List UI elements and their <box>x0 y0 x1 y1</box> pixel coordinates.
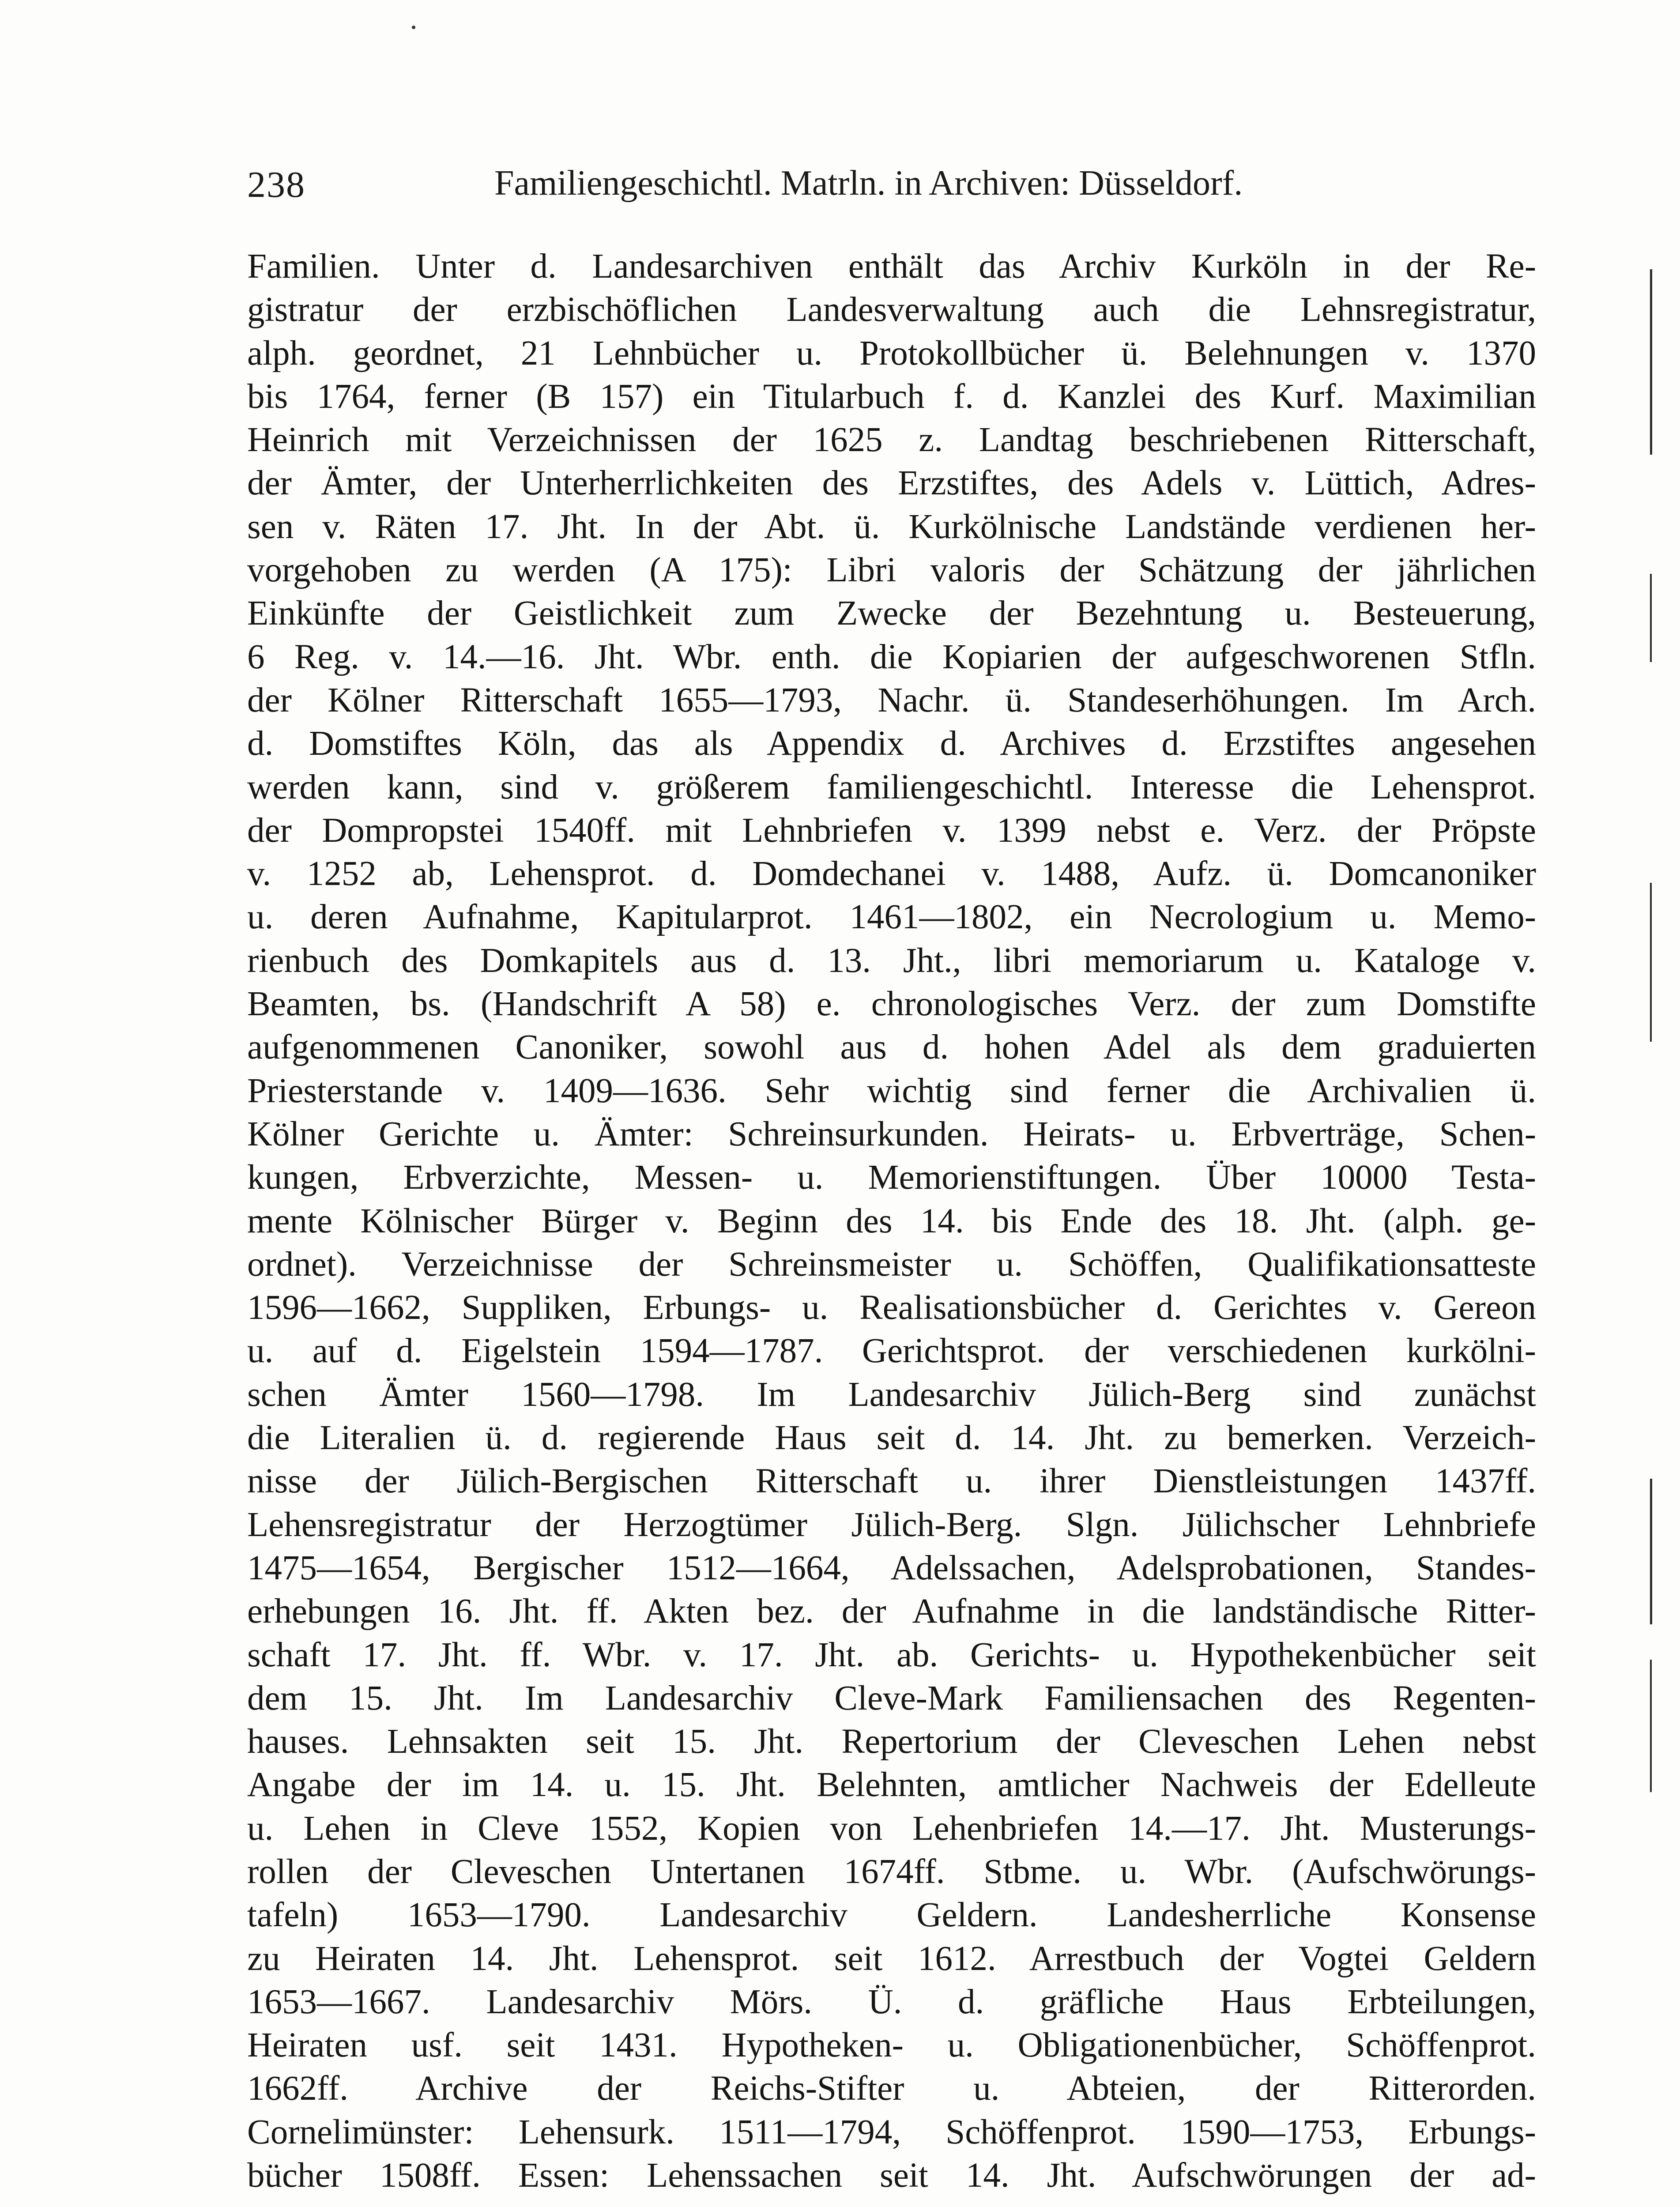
text-line: gistratur der erzbischöflichen Landesverwaltung auch die Lehnsregistratur, <box>247 290 1536 329</box>
text-line: 1475—1654, Bergischer 1512—1664, Adelssachen, Adelsprobationen, Standes- <box>247 1548 1536 1587</box>
text-line: rienbuch des Domkapitels aus d. 13. Jht., libri memoriarum u. Kataloge v. <box>247 941 1536 980</box>
text-line: schen Ämter 1560—1798. Im Landesarchiv Jülich-Berg sind zunächst <box>247 1375 1536 1414</box>
text-line: Cornelimünster: Lehensurk. 1511—1794, Schöffenprot. 1590—1753, Erbungs- <box>247 2113 1536 2151</box>
margin-scan-line <box>1650 1479 1652 1624</box>
body-text <box>247 245 1536 2197</box>
text-line: zu Heiraten 14. Jht. Lehensprot. seit 1612. Arrestbuch der Vogtei Geldern <box>247 1939 1536 1978</box>
text-line: tafeln) 1653—1790. Landesarchiv Geldern. Landesherrliche Konsense <box>247 1896 1536 1935</box>
text-line: Angabe der im 14. u. 15. Jht. Belehnten, amtlicher Nachweis der Edelleute <box>247 1766 1536 1804</box>
text-line: u. deren Aufnahme, Kapitularprot. 1461—1802, ein Necrologium u. Memo- <box>247 898 1536 937</box>
text-line: 1596—1662, Suppliken, Erbungs- u. Realisationsbücher d. Gerichtes v. Gereon <box>247 1288 1536 1327</box>
text-line: mente Kölnischer Bürger v. Beginn des 14. bis Ende des 18. Jht. (alph. ge- <box>247 1201 1536 1240</box>
text-line: ordnet). Verzeichnisse der Schreinsmeister u. Schöffen, Qualifikationsatteste <box>247 1245 1536 1284</box>
text-line: Heiraten usf. seit 1431. Hypotheken- u. Obligationenbücher, Schöffenprot. <box>247 2026 1536 2065</box>
text-line: der Ämter, der Unterherrlichkeiten des Erzstiftes, des Adels v. Lüttich, Adres- <box>247 464 1536 503</box>
text-line: Familien. Unter d. Landesarchiven enthält das Archiv Kurköln in der Re- <box>247 247 1536 286</box>
text-line: v. 1252 ab, Lehensprot. d. Domdechanei v. 1488, Aufz. ü. Domcanoniker <box>247 855 1536 893</box>
text-line: 1653—1667. Landesarchiv Mörs. Ü. d. gräfliche Haus Erbteilungen, <box>247 1982 1536 2021</box>
text-line: aufgenommenen Canoniker, sowohl aus d. hohen Adel als dem graduierten <box>247 1028 1536 1067</box>
text-line: schaft 17. Jht. ff. Wbr. v. 17. Jht. ab. Gerichts- u. Hypothekenbücher seit <box>247 1635 1536 1674</box>
text-line: d. Domstiftes Köln, das als Appendix d. Archives d. Erzstiftes angesehen <box>247 724 1536 763</box>
text-line: Beamten, bs. (Handschrift A 58) e. chronologisches Verz. der zum Domstifte <box>247 985 1536 1024</box>
margin-scan-line <box>1650 574 1652 662</box>
print-speck <box>412 26 415 29</box>
text-line: alph. geordnet, 21 Lehnbücher u. Protokollbücher ü. Belehnungen v. 1370 <box>247 334 1536 373</box>
text-line: der Kölner Ritterschaft 1655—1793, Nachr. ü. Standeserhöhungen. Im Arch. <box>247 681 1536 719</box>
text-line: Priesterstande v. 1409—1636. Sehr wichtig sind ferner die Archivalien ü. <box>247 1071 1536 1110</box>
text-line: nisse der Jülich-Bergischen Ritterschaft u. ihrer Dienstleistungen 1437ff. <box>247 1462 1536 1501</box>
text-line: Heinrich mit Verzeichnissen der 1625 z. Landtag beschriebenen Ritterschaft, <box>247 421 1536 459</box>
text-line: vorgehoben zu werden (A 175): Libri valoris der Schätzung der jährlichen <box>247 551 1536 590</box>
text-line: bis 1764, ferner (B 157) ein Titularbuch f. d. Kanzlei des Kurf. Maximilian <box>247 377 1536 416</box>
text-line: Kölner Gerichte u. Ämter: Schreinsurkunden. Heirats- u. Erbverträge, Schen- <box>247 1115 1536 1153</box>
text-line: Lehensregistratur der Herzogtümer Jülich-Berg. Slgn. Jülichscher Lehnbriefe <box>247 1505 1536 1544</box>
text-line: werden kann, sind v. größerem familiengeschichtl. Interesse die Lehensprot. <box>247 768 1536 806</box>
page-number: 238 <box>247 164 305 205</box>
margin-scan-line <box>1650 269 1652 455</box>
text-line: die Literalien ü. d. regierende Haus seit d. 14. Jht. zu bemerken. Verzeich- <box>247 1419 1536 1458</box>
text-line: Einkünfte der Geistlichkeit zum Zwecke der Bezehntung u. Besteuerung, <box>247 594 1536 633</box>
running-title: Familiengeschichtl. Matrln. in Archiven: Düsseldorf. <box>494 164 1243 203</box>
text-line: rollen der Cleveschen Untertanen 1674ff. Stbme. u. Wbr. (Aufschwörungs- <box>247 1852 1536 1891</box>
page-header <box>247 163 1536 212</box>
margin-scan-line <box>1650 1660 1652 1792</box>
text-line: hauses. Lehnsakten seit 15. Jht. Repertorium der Cleveschen Lehen nebst <box>247 1722 1536 1761</box>
margin-scan-line <box>1650 883 1652 1042</box>
text-line: kungen, Erbverzichte, Messen- u. Memorienstiftungen. Über 10000 Testa- <box>247 1158 1536 1197</box>
text-line: dem 15. Jht. Im Landesarchiv Cleve-Mark Familiensachen des Regenten- <box>247 1679 1536 1717</box>
text-line: u. Lehen in Cleve 1552, Kopien von Lehenbriefen 14.—17. Jht. Musterungs- <box>247 1809 1536 1848</box>
text-line: der Dompropstei 1540ff. mit Lehnbriefen v. 1399 nebst e. Verz. der Pröpste <box>247 811 1536 850</box>
text-line: 6 Reg. v. 14.—16. Jht. Wbr. enth. die Kopiarien der aufgeschworenen Stfln. <box>247 637 1536 676</box>
text-line: 1662ff. Archive der Reichs-Stifter u. Abteien, der Ritterorden. <box>247 2069 1536 2108</box>
text-line: sen v. Räten 17. Jht. In der Abt. ü. Kurkölnische Landstände verdienen her- <box>247 507 1536 546</box>
text-line: erhebungen 16. Jht. ff. Akten bez. der Aufnahme in die landständische Ritter- <box>247 1592 1536 1631</box>
text-line: u. auf d. Eigelstein 1594—1787. Gerichtsprot. der verschiedenen kurkölni- <box>247 1332 1536 1371</box>
text-line: bücher 1508ff. Essen: Lehenssachen seit 14. Jht. Aufschwörungen der ad- <box>247 2156 1536 2195</box>
